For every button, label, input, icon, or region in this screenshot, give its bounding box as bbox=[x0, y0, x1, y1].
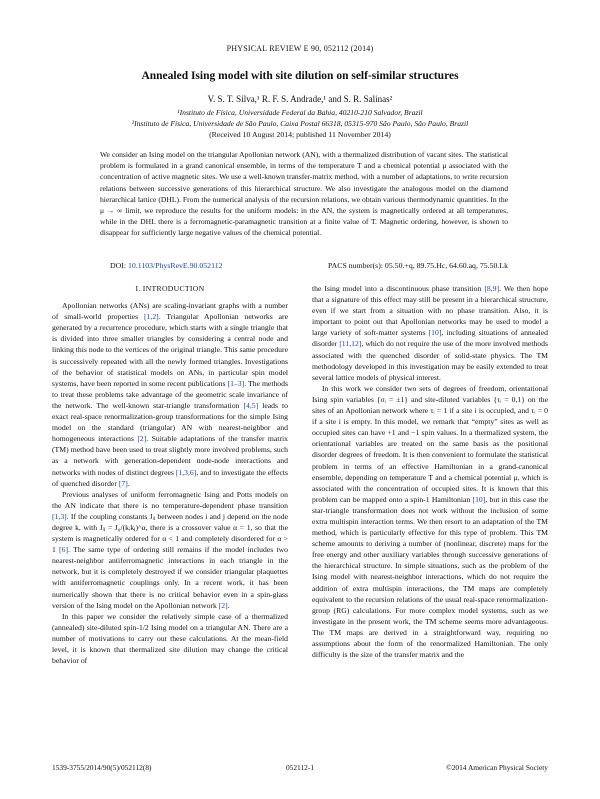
citation-link[interactable]: [8,9] bbox=[484, 284, 500, 293]
paragraph: the Ising model into a discontinuous phase transition [8,9]. We then hope that a signature of this effect may still be present in a hierarchical structure, even if we start from a situation with no phase transition. Also, it is important to point out that Apollonian networks may be used to model a large variety of soft-matter systems [10], including situations of annealed disorder [11,12], which do not require the use of the more involved methods associated with the quenched disorder of solid-state physics. The TM methodology developed in this investigation may be easily extended to treat several lattice models of physical interest. bbox=[312, 284, 548, 382]
pacs-numbers: PACS number(s): 05.50.+q, 89.75.Hc, 64.60.aq, 75.50.Lk bbox=[328, 261, 508, 270]
section-title: I. INTRODUCTION bbox=[135, 284, 205, 293]
paragraph: In this work we consider two sets of degrees of freedom, orientational Ising spin variables {σᵢ = ±1} and site-diluted variables {τᵢ = 0,1} on the sites of an Apollonian network where τᵢ = 1 if a site i is occupied, and τᵢ = 0 if a site i is empty. In this model, we remark that “empty” sites as well as occupied sites can have +1 and −1 spin values. In a thermalized system, the orientational variables are treated on the same basis as the positional disorder degrees of freedom. It is then convenient to formulate the statistical problem in terms of an effective Hamiltonian in a grand-canonical ensemble, depending on temperature T and a chemical potential μ, which is associated with the concentration of occupied sites. It is known that this problem can be mapped onto a spin-1 Hamiltonian [10], but in this case the star-triangle transformation does not work without the inclusion of some extra multispin interaction terms. We then resort to an adaptation of the TM method, which is particularly effective for this type of problem. This TM scheme amounts to deriving a number of (nonlinear, discrete) maps for the free energy and other auxiliary variables through successive generations of the hierarchical structure. In simple situations, such as the problem of the Ising model with nearest-neighbor interactions, which do not require the addition of extra multispin interactions, the TM maps are completely equivalent to the recursion relations of the usual real-space renormalization-group (RG) calculations. For more complex model systems, such as we investigate in the present work, the TM scheme seems more advantageous. The TM maps are derived in a straightforward way, requiring no assumptions about the form of the renormalized Hamiltonian. The only difficulty is the size of the transfer matrix and the bbox=[312, 383, 548, 660]
paragraph: Apollonian networks (ANs) are scaling-invariant graphs with a number of small-world properties [1,2]. Triangular Apollonian networks are generated by a recurrence procedure, which starts with a single triangle that is divided into three smaller triangles by considering a central node and linking this node to the vertices of the original triangle. This same procedure is successively repeated with all the newly formed triangles. Investigations of the behavior of statistical models on ANs, in particular spin model systems, have been reported in some recent publications [1–3]. The methods to treat these problems take advantage of the geometric scale invariance of the network. The well-known star-triangle transformation [4,5] leads to exact real-space renormalization-group transformations for the simple Ising model on the standard (triangular) AN with nearest-neighbor and homogeneous interactions [2]. Suitable adaptations of the transfer matrix (TM) method have been used to treat slightly more involved problems, such as a network with generation-dependent node-node interactions and networks with nodes of distinct degrees [1,3,6], and to investigate the effects of quenched disorder [7]. bbox=[52, 301, 289, 488]
abstract: We consider an Ising model on the triangular Apollonian network (AN), with a thermalized distribution of vacant sites. The statistical problem is formulated in a grand canonical ensemble, in terms of the temperature T and a chemical potential μ associated with the concentration of active magnetic sites. We use a well-known transfer-matrix method, with a number of adaptations, to write recursion relations between successive generations of this hierarchical structure. We also investigate the analogous model on the diamond hierarchical lattice (DHL). From the numerical analysis of the recursion relations, we obtain various thermodynamic quantities. In the μ → ∞ limit, we reproduce the results for the uniform models: in the AN, the system is magnetically ordered at all temperatures, while in the DHL there is a ferromagnetic-paramagnetic transition at a finite value of T. Magnetic ordering, however, is shown to disappear for sufficiently large negative values of the chemical potential. bbox=[100, 150, 508, 238]
citation-link[interactable]: [10] bbox=[428, 328, 442, 338]
doi-line bbox=[100, 261, 508, 270]
citation-link[interactable]: [11,12] bbox=[339, 339, 362, 349]
paragraph: Previous analyses of uniform ferromagnetic Ising and Potts models on the AN indicate that there is no temperature-dependent phase transition [1,3]. If the coupling constants Jᵢⱼ between nodes i and j depend on the node degree k, with Jᵢⱼ = J₀/(kᵢkⱼ)^α, there is a crossover value α = 1, so that the system is magnetically ordered for α < 1 and completely disordered for α > 1 [6]. The same type of ordering still remains if the model includes two nearest-neighbor antiferromagnetic interactions in each triangle in the network, but it is completely destroyed if we consider triangular plaquettes with antiferromagnetic couplings only. In a recent work, it has been numerically shown that there is no critical behavior even in a spin-glass version of the Ising model on the Apollonian network [2]. bbox=[52, 489, 288, 610]
paragraph: In this paper we consider the relatively simple case of a thermalized (annealed) site-diluted spin-1/2 Ising model on a triangular AN. There are a number of motivations to carry out these calculations. At the mean-field level, it is known that thermalized site dilution may change the critical behavior of bbox=[52, 611, 288, 666]
citation-link[interactable]: [10] bbox=[472, 494, 486, 504]
citation-link[interactable]: [2] bbox=[137, 434, 147, 444]
citation-link[interactable]: [4,5] bbox=[243, 400, 259, 410]
footer-issn: 1539-3755/2014/90(5)/052112(8) bbox=[52, 763, 152, 772]
author-list: V. S. T. Silva,¹ R. F. S. Andrade,¹ and S. R. Salinas² bbox=[207, 94, 393, 104]
received-date: (Received 10 August 2014; published 11 November 2014) bbox=[209, 130, 391, 139]
footer-copyright: ©2014 American Physical Society bbox=[446, 763, 548, 772]
citation-link[interactable]: [2] bbox=[218, 600, 228, 610]
affiliation-2: ²Instituto de Física, Universidade de São Paulo, Caixa Postal 66318, 05315-970 São Paulo, São Paulo, Brazil bbox=[131, 119, 469, 128]
citation-link[interactable]: [1,3,6] bbox=[175, 467, 197, 477]
left-column bbox=[52, 283, 288, 666]
doi-label: DOI: bbox=[110, 261, 127, 270]
affiliation-1: ¹Instituto de Física, Universidade Federal da Bahia, 40210-210 Salvador, Brazil bbox=[177, 108, 423, 117]
citation-link[interactable]: [1,3] bbox=[52, 511, 67, 521]
right-column bbox=[312, 283, 548, 660]
citation-link[interactable]: [7] bbox=[118, 478, 128, 488]
footer-page-number: 052112-1 bbox=[285, 763, 315, 772]
doi-link[interactable]: 10.1103/PhysRevE.90.052112 bbox=[127, 261, 223, 270]
citation-link[interactable]: [1,2] bbox=[144, 312, 159, 322]
citation-link[interactable]: [1–3] bbox=[227, 378, 245, 388]
citation-link[interactable]: [6] bbox=[59, 545, 69, 555]
journal-header: PHYSICAL REVIEW E 90, 052112 (2014) bbox=[226, 44, 374, 53]
paper-title: Annealed Ising model with site dilution on self-similar structures bbox=[141, 70, 459, 82]
